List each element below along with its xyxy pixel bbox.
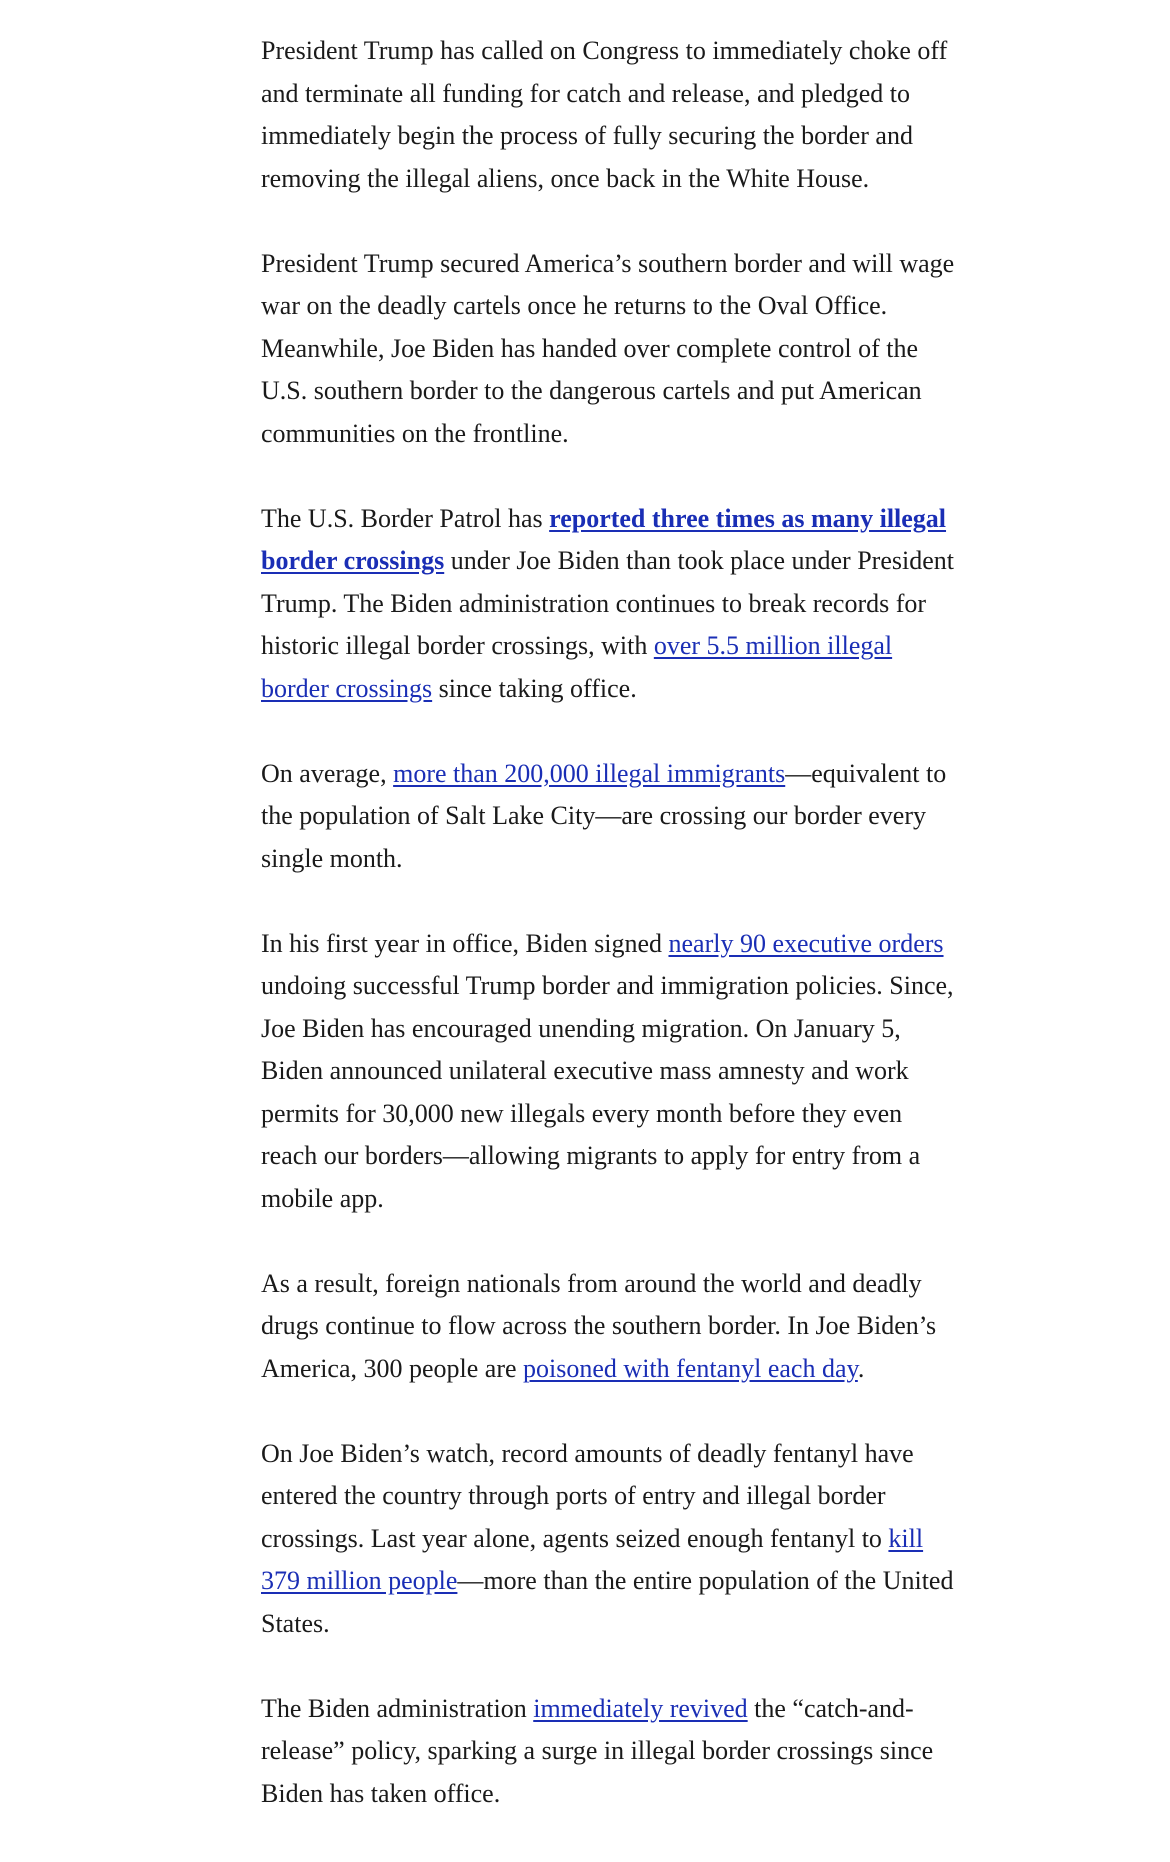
paragraph-text: undoing successful Trump border and immigration policies. Since, Joe Biden has encouraged unending migration. On January 5, Biden announced unilateral executive mass amnesty and work permits for 30,000 new illegals every month before they even reach our borders—allowing migrants to apply for entry from a mobile app. — [261, 971, 954, 1213]
paragraph-text: —equivalent to the population of Salt Lake City—are crossing our border every single month. — [261, 758, 947, 873]
paragraph-6 — [261, 1263, 961, 1391]
link-three-times-crossings[interactable]: reported three times as many illegal border crossings — [261, 503, 947, 575]
link-200000-immigrants[interactable]: more than 200,000 illegal immigrants — [393, 758, 786, 788]
paragraph-text: President Trump secured America’s southern border and will wage war on the deadly cartels once he returns to the Oval Office. Meanwhile, Joe Biden has handed over complete control of the U.S. southern border to the dangerous cartels and put American communities on the frontline. — [261, 248, 955, 448]
paragraph-2 — [261, 243, 961, 456]
paragraph-text: In his first year in office, Biden signed — [261, 928, 669, 958]
paragraph-text: On Joe Biden’s watch, record amounts of deadly fentanyl have entered the country through ports of entry and illegal border crossings. Last year alone, agents seized enough fentanyl to — [261, 1438, 914, 1553]
paragraph-text: As a result, foreign nationals from around the world and deadly drugs continue to flow across the southern border. In Joe Biden’s America, 300 people are — [261, 1268, 937, 1383]
paragraph-text: under Joe Biden than took place under President Trump. The Biden administration continues to break records for historic illegal border crossings, with — [261, 546, 954, 660]
paragraph-4 — [261, 753, 961, 881]
paragraph-5 — [261, 923, 961, 1221]
paragraph-text: President Trump has called on Congress to immediately choke off and terminate all funding for catch and release, and pledged to immediately begin the process of fully securing the border and removing the illegal aliens, once back in the White House. — [261, 36, 948, 193]
link-immediately-revived[interactable]: immediately revived — [533, 1693, 748, 1723]
paragraph-text: —more than the entire population of the United States. — [261, 1566, 954, 1638]
link-5-5-million-crossings[interactable]: over 5.5 million illegal border crossings — [261, 631, 893, 703]
paragraph-text: . — [857, 1353, 865, 1383]
link-fentanyl-each-day[interactable]: poisoned with fentanyl each day — [523, 1353, 858, 1383]
link-kill-379-million[interactable]: kill 379 million people — [261, 1523, 924, 1595]
paragraph-text: On average, — [261, 758, 394, 788]
link-90-executive-orders[interactable]: nearly 90 executive orders — [668, 928, 944, 958]
paragraph-text: The U.S. Border Patrol has — [261, 503, 550, 533]
paragraph-text: the “catch-and-release” policy, sparking a surge in illegal border crossings since Biden has taken office. — [261, 1693, 934, 1808]
paragraph-text: The Biden administration — [261, 1693, 534, 1723]
paragraph-3 — [261, 498, 961, 711]
article-body — [261, 30, 961, 1858]
paragraph-8 — [261, 1688, 961, 1816]
paragraph-text: since taking office. — [432, 673, 637, 703]
paragraph-7 — [261, 1433, 961, 1646]
paragraph-1 — [261, 30, 961, 200]
